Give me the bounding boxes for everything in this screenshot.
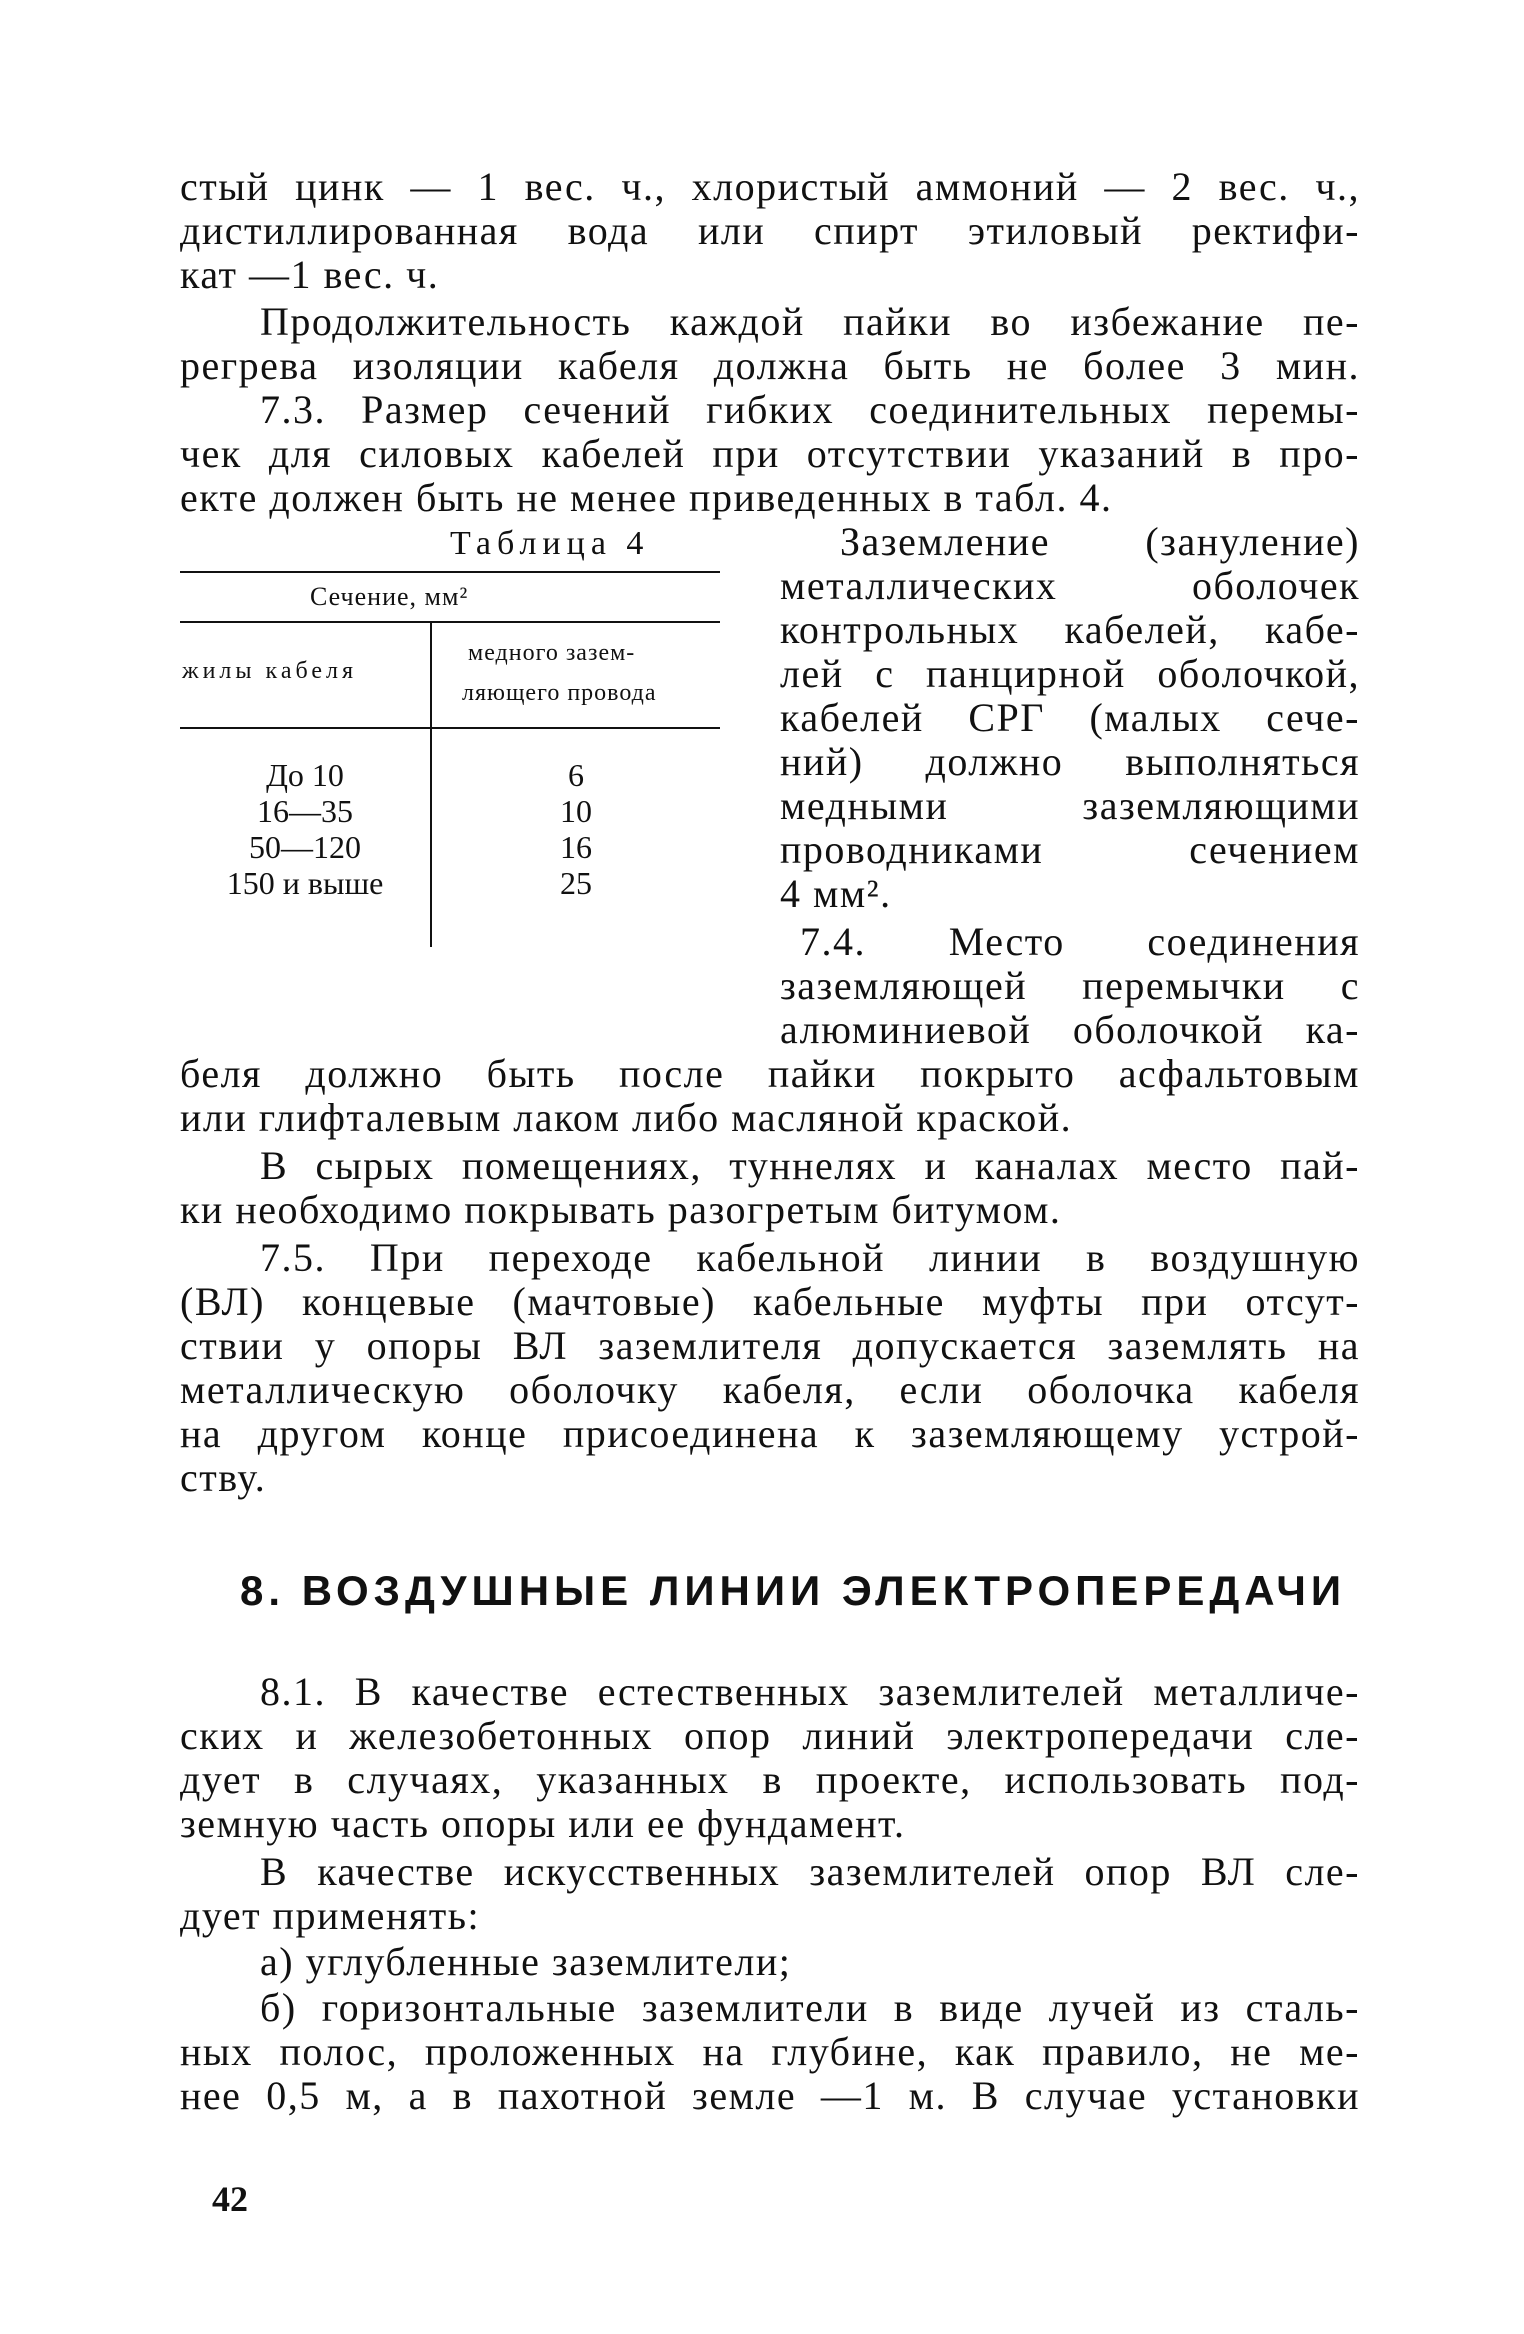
text-line: ству. [180,1455,267,1500]
text-line: (ВЛ) концевые (мачтовые) кабельные муфты при отсут- [180,1279,1360,1324]
text-line: металлическую оболочку кабеля, если оболочка кабеля [180,1367,1360,1412]
text-line: лей с панцирной оболочкой, [780,651,1360,696]
text-line: алюминиевой оболочкой ка- [780,1007,1360,1052]
table-rule [180,571,720,573]
text-line: медными заземляющими [780,783,1360,828]
text-line: екте должен быть не менее приведенных в табл. 4. [180,475,1113,520]
text-line: В качестве искусственных заземлителей опор ВЛ сле- [260,1849,1360,1894]
text-line: ских и железобетонных опор линий электропередачи сле- [180,1713,1360,1758]
text-line: Продолжительность каждой пайки во избежание пе- [260,299,1360,344]
text-line: 8.1. В качестве естественных заземлителей металличе- [260,1669,1360,1714]
table-cell: 25 [560,865,592,901]
text-line: ных полос, проложенных на глубине, как правило, не ме- [180,2029,1360,2074]
text-line: 7.3. Размер сечений гибких соединительных перемы- [260,387,1360,432]
table-group-header: Сечение, мм² [310,582,469,611]
table-cell: 16 [560,829,592,865]
text-line: на другом конце присоединена к заземляющему устрой- [180,1411,1360,1456]
text-line: чек для силовых кабелей при отсутствии указаний в про- [180,431,1360,476]
text-line: кат —1 вес. ч. [180,252,440,297]
table-column-divider [430,623,432,727]
text-line: дует применять: [180,1893,481,1938]
section-heading: 8. ВОЗДУШНЫЕ ЛИНИИ ЭЛЕКТРОПЕРЕДАЧИ [240,1567,1347,1614]
text-line: 4 мм². [780,871,892,916]
text-line: дистиллированная вода или спирт этиловый ректифи- [180,208,1360,253]
text-line: ствии у опоры ВЛ заземлителя допускается заземлять на [180,1323,1360,1368]
text-line: земную часть опоры или ее фундамент. [180,1801,906,1846]
text-line: б) горизонтальные заземлители в виде лучей из сталь- [260,1985,1360,2030]
page-number: 42 [212,2179,248,2219]
table-rule [180,727,720,729]
table-col2-header: медного зазем- [468,640,636,666]
table-rule [180,621,720,623]
text-line: регрева изоляции кабеля должна быть не более 3 мин. [180,343,1360,388]
table-cell: 16—35 [257,793,353,829]
text-line: ки необходимо покрывать разогретым битумом. [180,1187,1062,1232]
table-col2-header: ляющего провода [462,680,657,706]
text-line: В сырых помещениях, туннелях и каналах место пай- [260,1143,1360,1188]
table-cell: 6 [568,757,584,793]
text-line: заземляющей перемычки с [780,963,1360,1008]
text-line: контрольных кабелей, кабе- [780,607,1360,652]
text-line: ний) должно выполняться [780,739,1360,784]
text-line: дует в случаях, указанных в проекте, использовать под- [180,1757,1360,1802]
table-cell: 10 [560,793,592,829]
text-line: 7.5. При переходе кабельной линии в воздушную [260,1235,1360,1280]
table-col1-values [180,757,430,901]
text-line: Заземление (зануление) [840,519,1360,564]
text-line: кабелей СРГ (малых сече- [780,695,1360,740]
text-line: металлических оболочек [780,563,1360,608]
text-line: стый цинк — 1 вес. ч., хлористый аммоний — 2 вес. ч., [180,164,1360,209]
table-caption: Таблица 4 [450,525,650,562]
text-line: или глифталевым лаком либо масляной краской. [180,1095,1073,1140]
text-line: 7.4. Место соединения [800,919,1360,964]
table-col2-values [432,757,720,901]
text-line: а) углубленные заземлители; [260,1939,792,1984]
table-cell: 50—120 [249,829,361,865]
table-cell: 150 и выше [226,865,384,901]
table-col1-header: жилы кабеля [182,658,358,684]
text-line: беля должно быть после пайки покрыто асфальтовым [180,1051,1360,1096]
text-line: нее 0,5 м, а в пахотной земле —1 м. В случае установки [180,2073,1360,2118]
text-line: проводниками сечением [780,827,1360,872]
table-cell: До 10 [266,757,344,793]
